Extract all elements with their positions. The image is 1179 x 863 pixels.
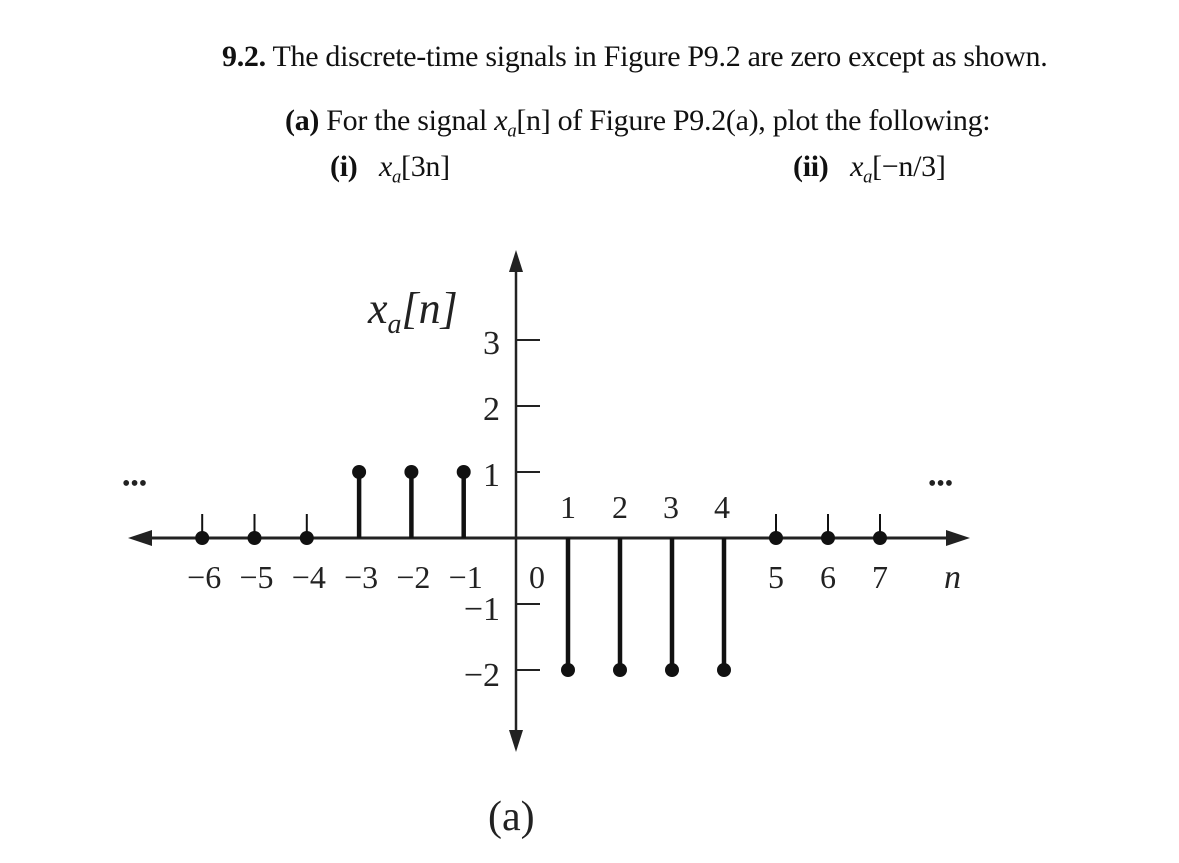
x-tick-label: 1 (560, 489, 576, 525)
x-tick-label: −5 (239, 559, 274, 595)
item-ii-signal: $x_a$ (850, 150, 873, 188)
y-axis-arrow-up (509, 250, 523, 272)
y-tick-label: −2 (463, 657, 500, 694)
x-tick-label: −3 (344, 559, 379, 595)
y-axis-arrow-down (509, 730, 523, 752)
x-tick-label: 0 (529, 559, 545, 595)
problem-number: 9.2. (222, 40, 266, 73)
part-a-signal-arg: [n] (516, 104, 551, 137)
stem-point-1 (561, 663, 575, 677)
signal-label: $x_a[n]$ (368, 284, 458, 340)
item-i-label: (i) (330, 150, 358, 183)
plot-axes (128, 250, 970, 752)
stem-point--6 (195, 531, 209, 545)
item-ii-label: (ii) (793, 150, 829, 183)
x-tick-label: 5 (768, 559, 784, 595)
item-i-signal: $x_a$ (379, 150, 402, 188)
ellipsis-right: ••• (928, 471, 954, 497)
y-tick-label: 2 (483, 391, 500, 428)
x-tick-label: −2 (396, 559, 431, 595)
stem-point-7 (873, 531, 887, 545)
stem-point--1 (457, 465, 471, 479)
x-tick-label: 2 (612, 489, 628, 525)
x-tick-labels (187, 489, 888, 595)
figure-caption: (a) (488, 794, 535, 840)
ellipsis-left: ••• (122, 471, 148, 497)
y-tick-labels (464, 325, 500, 694)
x-tick-label: −4 (291, 559, 326, 595)
item-ii-signal-arg: [−n/3] (872, 150, 946, 183)
stem-point-5 (769, 531, 783, 545)
part-a-text-before: For the signal (326, 104, 488, 137)
stem-point--3 (352, 465, 366, 479)
item-i-signal-arg: [3n] (401, 150, 450, 183)
stem-point-6 (821, 531, 835, 545)
x-tick-label: 6 (820, 559, 836, 595)
y-ticks (516, 340, 540, 670)
x-tick-label: 3 (663, 489, 679, 525)
x-axis-arrow-left (128, 530, 152, 546)
part-a-signal: $x_a$ (494, 104, 517, 142)
x-axis-arrow-right (946, 530, 970, 546)
y-tick-label: 3 (483, 325, 500, 362)
stem-point--5 (248, 531, 262, 545)
part-a-label: (a) (285, 104, 320, 137)
x-axis-label: n (944, 559, 961, 596)
y-tick-label: 1 (483, 457, 500, 494)
problem-statement: The discrete-time signals in Figure P9.2 are zero except as shown. (272, 40, 1048, 73)
stem-point-2 (613, 663, 627, 677)
x-tick-label: 7 (872, 559, 888, 595)
stem-point--4 (300, 531, 314, 545)
stem-point-3 (665, 663, 679, 677)
x-tick-label: −6 (187, 559, 222, 595)
x-tick-label: −1 (448, 559, 483, 595)
stem-point-4 (717, 663, 731, 677)
y-tick-label: −1 (463, 591, 500, 628)
stem-point--2 (404, 465, 418, 479)
x-tick-label: 4 (714, 489, 730, 525)
part-a-text-after: of Figure P9.2(a), plot the following: (557, 104, 991, 137)
